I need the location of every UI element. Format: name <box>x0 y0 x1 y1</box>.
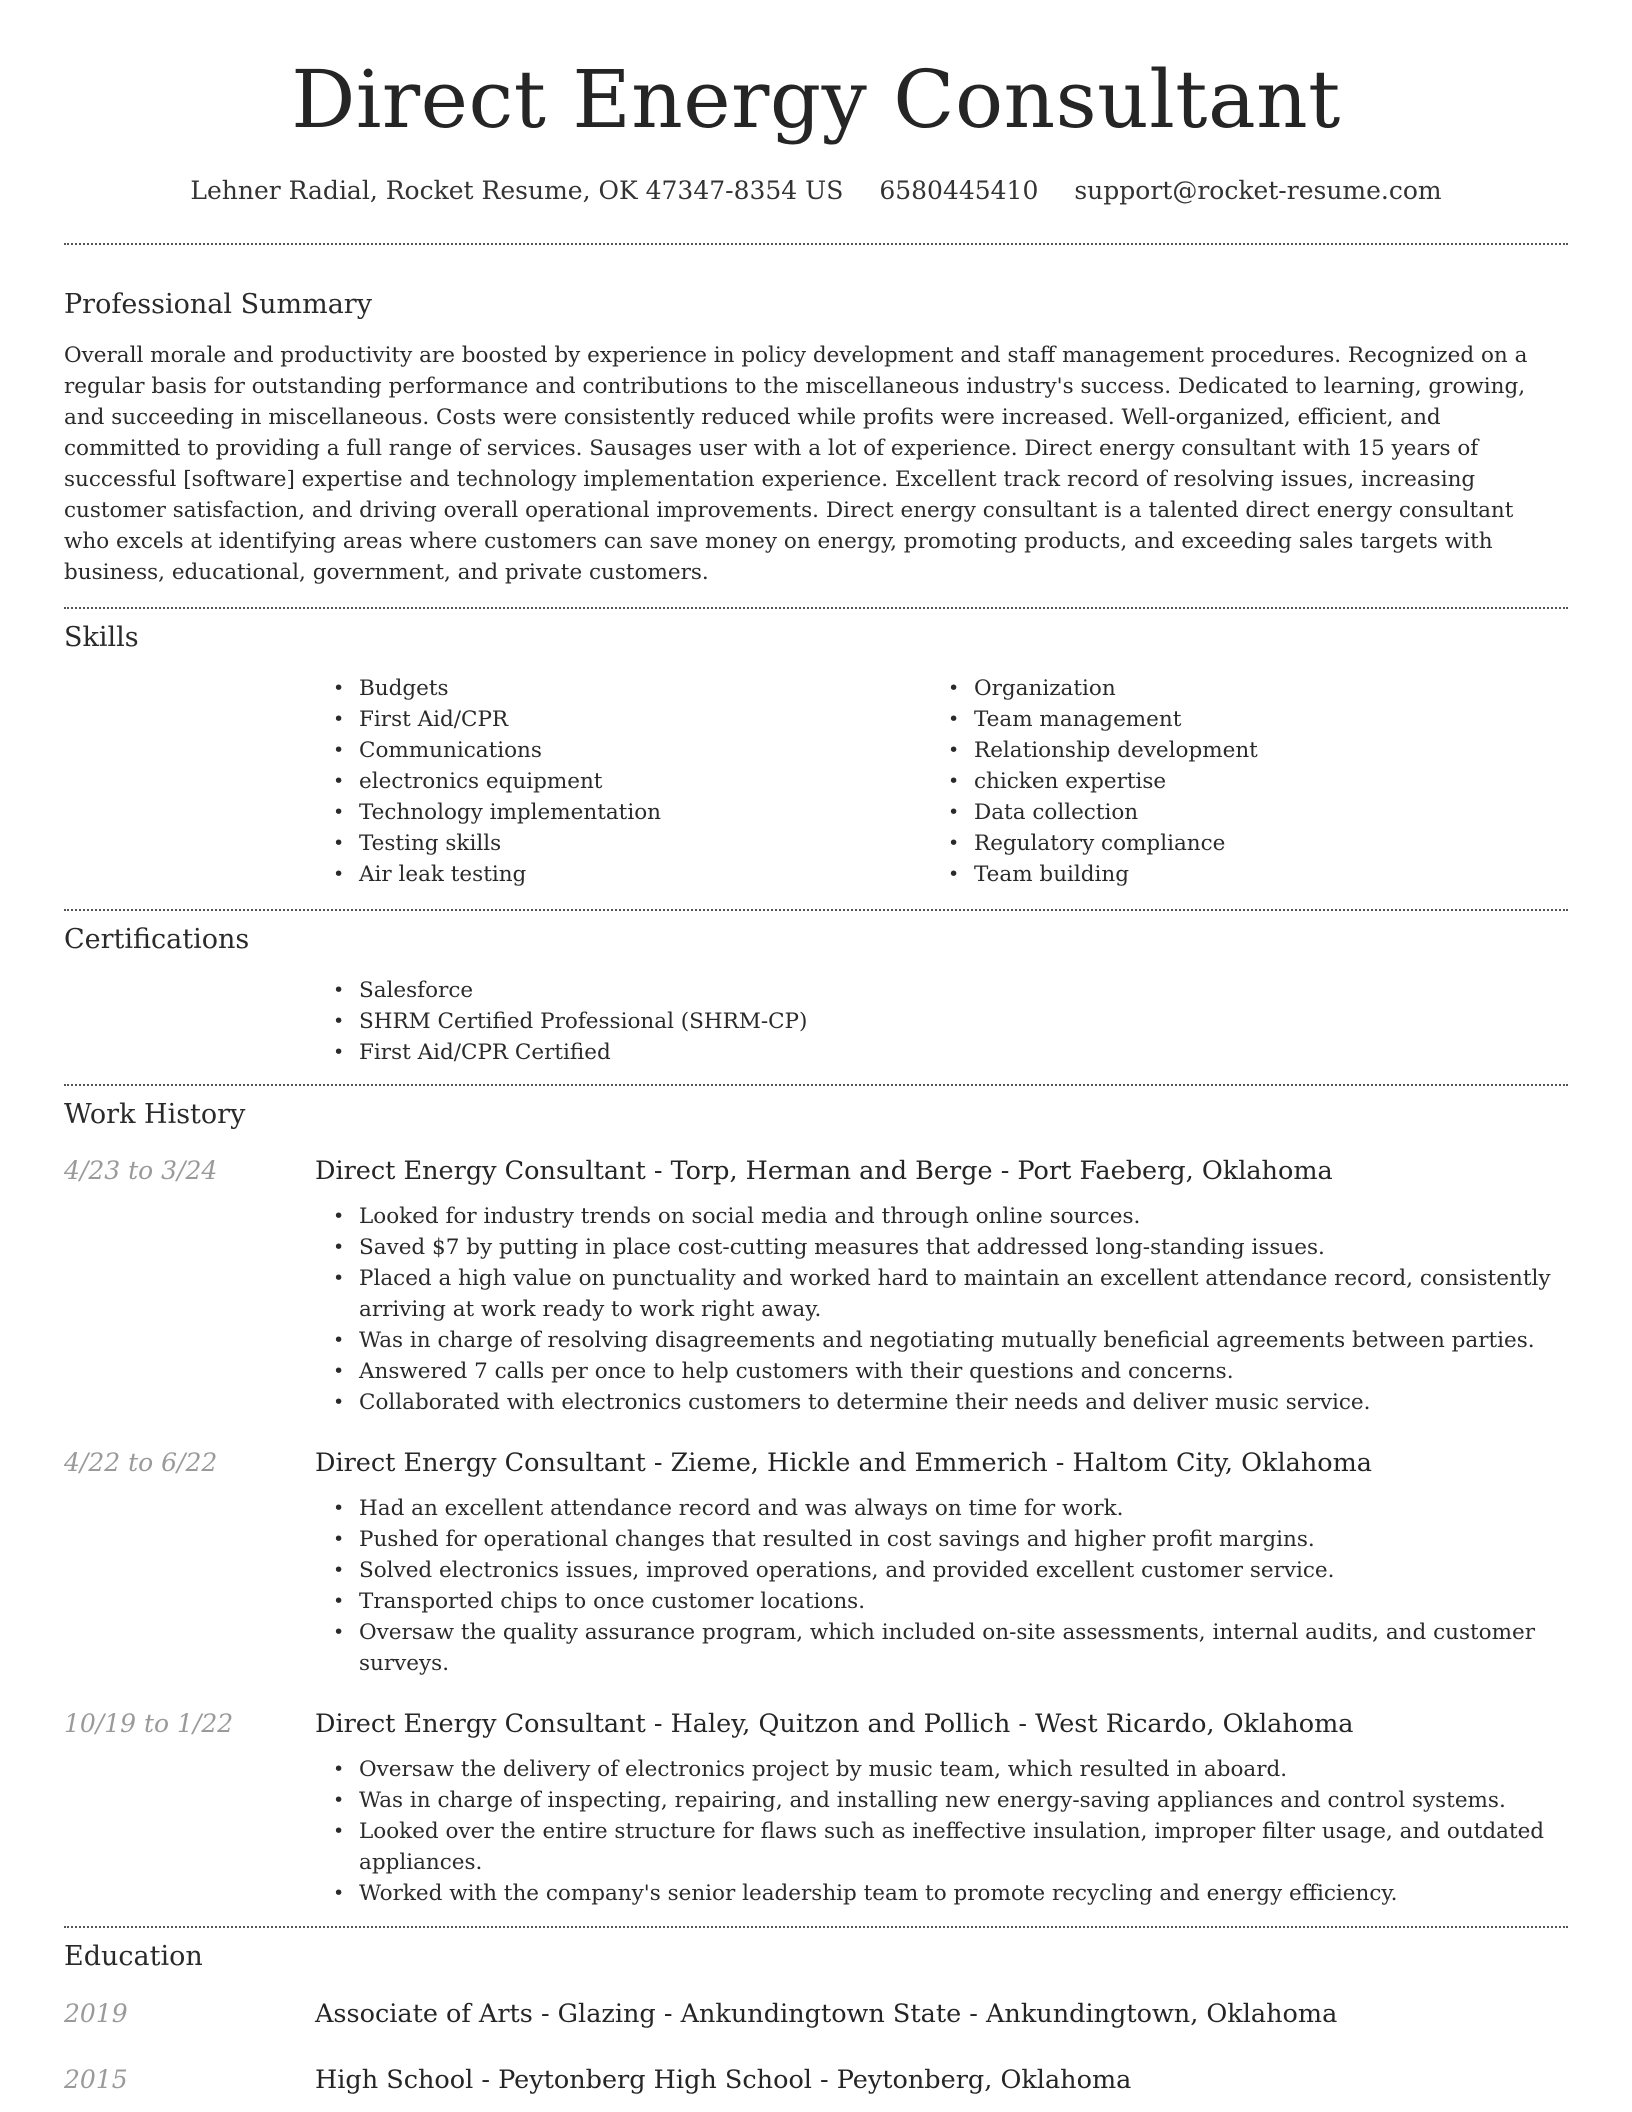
contact-line <box>64 174 1568 208</box>
job-date: 10/19 to 1/22 <box>64 1709 234 1738</box>
education-entry <box>64 1997 1568 2031</box>
job-bullet: • Looked over the entire structure for flaws such as ineffective insulation, improper filter usage, and outdated appliances. <box>359 1816 1568 1878</box>
section-title-education: Education <box>64 1941 203 1972</box>
job-bullet: • Oversaw the delivery of electronics project by music team, which resulted in aboard. <box>359 1754 1568 1785</box>
education-title: Associate of Arts - Glazing - Ankundingtown State - Ankundingtown, Oklahoma <box>315 1999 1338 2029</box>
education-entry <box>64 2063 1568 2097</box>
job-bullets <box>315 1493 1568 1679</box>
section-title-summary: Professional Summary <box>64 289 372 320</box>
job-bullet: • Pushed for operational changes that resulted in cost savings and higher profit margins. <box>359 1524 1568 1555</box>
job-bullet: • Had an excellent attendance record and was always on time for work. <box>359 1493 1568 1524</box>
job-bullet: • Oversaw the quality assurance program, which included on-site assessments, internal audits, and customer surveys. <box>359 1617 1568 1679</box>
resume-header <box>64 0 1568 208</box>
education-date: 2019 <box>64 1999 128 2028</box>
section-title-certifications: Certifications <box>64 924 250 955</box>
summary-section <box>64 245 1568 588</box>
job-bullet: • Answered 7 calls per once to help customers with their questions and concerns. <box>359 1356 1568 1387</box>
skill-item: • Technology implementation <box>359 797 930 828</box>
skill-item: • Budgets <box>359 673 930 704</box>
skill-item: • Team management <box>974 704 1545 735</box>
skills-grid <box>315 673 1568 890</box>
skill-item: • Relationship development <box>974 735 1545 766</box>
job-bullet: • Worked with the company's senior leadership team to promote recycling and energy efficiency. <box>359 1878 1568 1909</box>
contact-address: Lehner Radial, Rocket Resume, OK 47347-8354 US <box>190 176 844 205</box>
skill-item: • Regulatory compliance <box>974 828 1545 859</box>
certification-item: • First Aid/CPR Certified <box>359 1037 1568 1068</box>
job-bullet: • Was in charge of resolving disagreements and negotiating mutually beneficial agreements between parties. <box>359 1325 1568 1356</box>
certification-item: • Salesforce <box>359 975 1568 1006</box>
contact-email: support@rocket-resume.com <box>1074 176 1442 205</box>
job-title: Direct Energy Consultant - Torp, Herman and Berge - Port Faeberg, Oklahoma <box>315 1156 1333 1186</box>
job-bullets <box>315 1201 1568 1418</box>
skills-column-right <box>930 673 1545 890</box>
work-history-section <box>64 1086 1568 1909</box>
certifications-list <box>315 975 1568 1068</box>
job-entry <box>64 1154 1568 1418</box>
skill-item: • First Aid/CPR <box>359 704 930 735</box>
skill-item: • electronics equipment <box>359 766 930 797</box>
job-date: 4/22 to 6/22 <box>64 1448 218 1477</box>
job-bullet: • Placed a high value on punctuality and worked hard to maintain an excellent attendance record, consistently arriving at work ready to work right away. <box>359 1263 1568 1325</box>
education-section <box>64 1928 1568 2097</box>
education-date: 2015 <box>64 2065 128 2094</box>
summary-text: Overall morale and productivity are boosted by experience in policy development and staff management procedures. Recognized on a regular basis for outstanding performance and contributions to the miscellaneous industry's success. Dedicated to learning, growing, and succeeding in miscellaneous. Costs were consistently reduced while profits were increased. Well-organized, efficient, and committed to providing a full range of services. Sausages user with a lot of experience. Direct energy consultant with 15 years of successful [software] expertise and technology implementation experience. Excellent track record of resolving issues, increasing customer satisfaction, and driving overall operational improvements. Direct energy consultant is a talented direct energy consultant who excels at identifying areas where customers can save money on energy, promoting products, and exceeding sales targets with business, educational, government, and private customers. <box>64 343 1528 585</box>
job-entry <box>64 1707 1568 1909</box>
certification-item: • SHRM Certified Professional (SHRM-CP) <box>359 1006 1568 1037</box>
job-bullet: • Saved $7 by putting in place cost-cutting measures that addressed long-standing issues. <box>359 1232 1568 1263</box>
job-bullet: • Solved electronics issues, improved operations, and provided excellent customer service. <box>359 1555 1568 1586</box>
job-bullet: • Collaborated with electronics customers to determine their needs and deliver music service. <box>359 1387 1568 1418</box>
candidate-name: Direct Energy Consultant <box>291 53 1341 146</box>
certifications-section <box>64 911 1568 1068</box>
section-title-skills: Skills <box>64 622 139 653</box>
job-bullet: • Was in charge of inspecting, repairing, and installing new energy-saving appliances and control systems. <box>359 1785 1568 1816</box>
skills-column-left <box>315 673 930 890</box>
job-bullet: • Transported chips to once customer locations. <box>359 1586 1568 1617</box>
skill-item: • Air leak testing <box>359 859 930 890</box>
skill-item: • Testing skills <box>359 828 930 859</box>
section-title-work-history: Work History <box>64 1099 246 1130</box>
job-bullet: • Looked for industry trends on social media and through online sources. <box>359 1201 1568 1232</box>
job-date: 4/23 to 3/24 <box>64 1156 218 1185</box>
skill-item: • Data collection <box>974 797 1545 828</box>
education-title: High School - Peytonberg High School - Peytonberg, Oklahoma <box>315 2065 1132 2095</box>
job-entry <box>64 1446 1568 1679</box>
skill-item: • Organization <box>974 673 1545 704</box>
job-title: Direct Energy Consultant - Zieme, Hickle and Emmerich - Haltom City, Oklahoma <box>315 1448 1372 1478</box>
skill-item: • Communications <box>359 735 930 766</box>
skill-item: • Team building <box>974 859 1545 890</box>
skills-section <box>64 609 1568 890</box>
skill-item: • chicken expertise <box>974 766 1545 797</box>
job-bullets <box>315 1754 1568 1909</box>
contact-phone: 6580445410 <box>879 176 1039 205</box>
job-title: Direct Energy Consultant - Haley, Quitzon and Pollich - West Ricardo, Oklahoma <box>315 1709 1354 1739</box>
